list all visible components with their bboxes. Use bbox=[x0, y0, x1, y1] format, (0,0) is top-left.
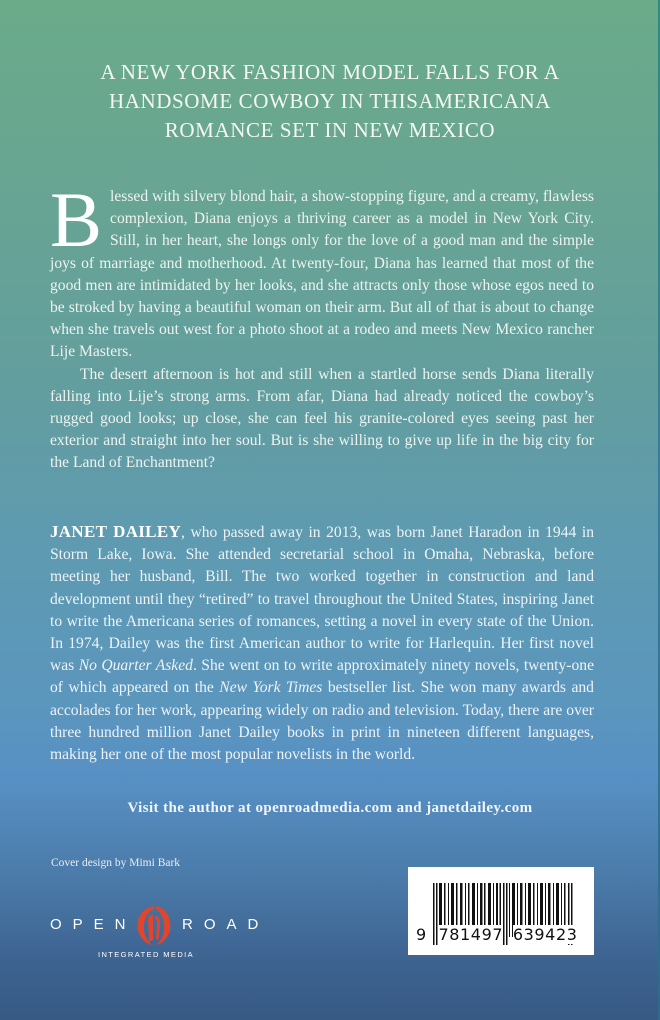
bio-text-1: , who passed away in 2013, was born Janet Haradon in 1944 in Storm Lake, Iowa. She attended secretarial school in Omaha, Nebraska, before meeting her husband, Bill. The two worked together in construction and land development until they “retired” to travel throughout the United States, inspiring Janet to write the Americana series of romances, setting a novel in every state of the Union. In 1974, Dailey was the first American author to write for Harlequin. Her first novel was bbox=[50, 524, 594, 675]
headline-line-1: A NEW YORK FASHION MODEL FALLS FOR A bbox=[100, 60, 560, 84]
blurb-paragraph-1 bbox=[50, 176, 594, 364]
publisher-logo bbox=[48, 904, 268, 964]
blurb-paragraph-1-text: lessed with silvery blond hair, a show-stopping figure, and a creamy, flawless complexion, Diana enjoys a thriving career as a model in New York City. Still, in her heart, she longs only for the love of a good man and the simple joys of marriage and motherhood. At twenty-four, Diana has learned that most of the good men are intimidated by her looks, and she attracts only those whose egos need to be stroked by having a beautiful woman on their arm. But all of that is about to change when she travels out west for a photo shoot at a rodeo and meets New Mexico rancher Lije Masters. bbox=[50, 188, 594, 361]
headline bbox=[0, 58, 660, 145]
blurb-paragraph-2: The desert afternoon is hot and still when a startled horse sends Diana literally falling into Lije’s strong arms. From afar, Diana had already noticed the cowboy’s rugged good looks; up close, she can feel his granite-colored eyes seeing past her exterior and straight into her soul. But is she willing to give up life in the big city for the Land of Enchantment? bbox=[50, 365, 594, 472]
newspaper-title: New York Times bbox=[219, 679, 323, 697]
logo-word-road: ROAD bbox=[182, 916, 270, 933]
isbn-number bbox=[416, 925, 578, 944]
isbn-prefix: 9 bbox=[416, 925, 427, 944]
isbn-group-2: 639423 bbox=[512, 925, 578, 944]
open-road-mark-icon bbox=[134, 904, 174, 946]
logo-word-open: OPEN bbox=[50, 916, 137, 933]
blurb bbox=[50, 176, 594, 475]
isbn-group-1: 781497 bbox=[438, 925, 504, 944]
first-novel-title: No Quarter Asked bbox=[78, 657, 193, 675]
bio-text-2: . She went on to write approximately ninety novels, twenty-one of which appeared on the bbox=[50, 657, 594, 697]
isbn-barcode bbox=[408, 867, 594, 955]
visit-author-line: Visit the author at openroadmedia.com and janetdailey.com bbox=[127, 800, 533, 816]
logo-subtitle: INTEGRATED MEDIA bbox=[98, 950, 195, 959]
author-name: JANET DAILEY bbox=[50, 522, 182, 541]
headline-line-2: HANDSOME COWBOY IN THISAMERICANA bbox=[108, 89, 552, 113]
cover-design-credit: Cover design by Mimi Bark bbox=[51, 857, 181, 869]
drop-cap: B bbox=[50, 176, 103, 263]
bio-text-3: bestseller list. She won many awards and accolades for her work, appearing widely on radio and television. Today, there are over three hundred million Janet Dailey books in print in nineteen different languages, making her one of the most popular novelists in the world. bbox=[50, 679, 594, 764]
author-bio-paragraph bbox=[50, 521, 594, 766]
author-bio bbox=[50, 521, 594, 766]
headline-line-3: ROMANCE SET IN NEW MEXICO bbox=[164, 118, 496, 142]
